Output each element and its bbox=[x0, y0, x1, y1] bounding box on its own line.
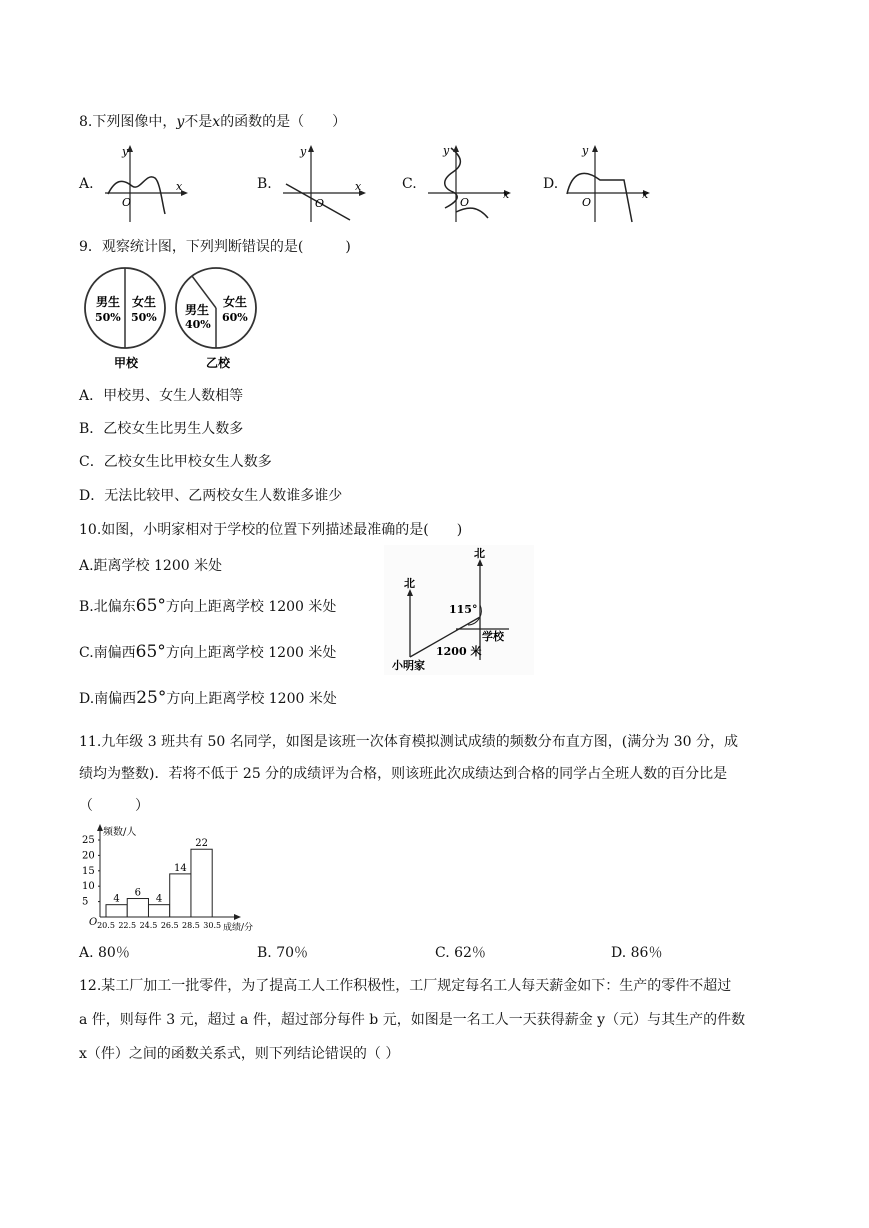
q11-y-tick-label: 10 bbox=[82, 881, 95, 893]
q11-bar-value-label: 22 bbox=[195, 838, 208, 850]
q10-north-left: 北 bbox=[404, 577, 415, 590]
q9-pie-b-right-label: 女生 bbox=[223, 295, 248, 309]
q10-angle-label: 115° bbox=[449, 603, 478, 616]
q10-option-a: A.距离学校 1200 米处 bbox=[79, 558, 223, 574]
q10-option-d-pre: D.南偏西 bbox=[79, 691, 137, 707]
q10-option-d-post: 方向上距离学校 1200 米处 bbox=[166, 691, 337, 707]
q11-bar-value-label: 6 bbox=[134, 887, 142, 899]
q12-line3: x（件）之间的函数关系式，则下列结论错误的（ ） bbox=[79, 1046, 400, 1062]
q11-y-tick-label: 20 bbox=[82, 850, 95, 862]
q11-y-tick-label: 5 bbox=[82, 896, 89, 908]
q8-graph-c-origin: O bbox=[460, 196, 470, 209]
q11-x-tick-label: 26.5 bbox=[160, 921, 179, 930]
q11-option-b: B. 70％ bbox=[257, 945, 309, 961]
q9-option-b: B．乙校女生比男生人数多 bbox=[79, 421, 244, 437]
q10-stem: 10.如图，小明家相对于学校的位置下列描述最准确的是( ) bbox=[79, 522, 463, 538]
q11-stem-line1: 11.九年级 3 班共有 50 名同学，如图是该班一次体育模拟测试成绩的频数分布直方图，(满分为 30 分，成 bbox=[79, 734, 738, 750]
q10-option-d bbox=[79, 688, 337, 709]
q10-north-right: 北 bbox=[474, 547, 485, 560]
q10-option-d-angle: 25° bbox=[136, 688, 167, 708]
q8-graph-a-y-label: y bbox=[122, 145, 129, 158]
q8-graph-a-origin: O bbox=[122, 196, 132, 209]
q11-bar bbox=[170, 874, 191, 917]
q11-histogram bbox=[78, 824, 268, 934]
q11-bar bbox=[148, 905, 169, 917]
q12-line1: 12.某工厂加工一批零件，为了提高工人工作积极性，工厂规定每名工人每天薪金如下：生产的零件不超过 bbox=[79, 978, 732, 994]
q8-option-d-label: D. bbox=[543, 176, 559, 192]
q9-pie-b-left-label: 男生 bbox=[185, 303, 210, 317]
q8-graph-d-origin: O bbox=[582, 196, 592, 209]
q10-option-b-angle: 65° bbox=[135, 596, 166, 616]
q8-graph-b-origin: O bbox=[315, 197, 325, 210]
q8-graph-c-x-label: x bbox=[503, 188, 510, 201]
q8-graph-c bbox=[423, 142, 518, 224]
q11-x-tick-label: 24.5 bbox=[139, 921, 158, 930]
q9-pie-a-right-label: 女生 bbox=[132, 295, 157, 309]
q12-line2: a 件，则每件 3 元，超过 a 件，超过部分每件 b 元，如图是一名工人一天获得薪金 y（元）与其生产的件数 bbox=[79, 1012, 746, 1028]
q8-graph-d-x-label: x bbox=[642, 188, 649, 201]
q8-stem-pre: 8.下列图像中， bbox=[79, 114, 177, 130]
q10-option-b bbox=[79, 596, 336, 617]
q10-option-b-pre: B.北偏东 bbox=[79, 599, 136, 615]
q11-option-d: D. 86％ bbox=[611, 945, 663, 961]
q11-bar bbox=[191, 849, 212, 917]
q9-stem: 9．观察统计图，下列判断错误的是( ) bbox=[79, 239, 351, 255]
q9-pie-b-right-pct: 60% bbox=[222, 311, 248, 324]
q8-graph-b bbox=[278, 142, 373, 224]
q11-bar bbox=[106, 905, 127, 917]
q10-distance-label: 1200 米 bbox=[436, 645, 482, 658]
q10-option-c-post: 方向上距离学校 1200 米处 bbox=[165, 645, 337, 661]
q9-pie-a-left-label: 男生 bbox=[96, 295, 121, 309]
q10-direction-figure bbox=[384, 545, 534, 675]
q8-graph-d bbox=[562, 142, 657, 224]
q11-bar bbox=[127, 899, 148, 917]
q11-x-tick-label: 22.5 bbox=[118, 921, 137, 930]
q11-y-axis-label: 频数/人 bbox=[103, 827, 137, 838]
q11-y-tick-label: 25 bbox=[82, 835, 95, 846]
q9-pie-charts bbox=[82, 266, 267, 376]
q9-pie-a-right-pct: 50% bbox=[131, 311, 157, 324]
q10-school-label: 学校 bbox=[482, 630, 504, 643]
q10-home-label: 小明家 bbox=[392, 659, 425, 672]
q9-pie-b-caption: 乙校 bbox=[206, 356, 231, 370]
q10-option-b-post: 方向上距离学校 1200 米处 bbox=[165, 599, 337, 615]
q8-graph-a-x-label: x bbox=[176, 180, 183, 193]
q8-graph-c-y-label: y bbox=[443, 144, 450, 157]
q8-graph-b-y-label: y bbox=[300, 145, 307, 158]
q8-stem-mid: 不是 bbox=[184, 114, 213, 130]
q11-x-axis-label: 成绩/分 bbox=[223, 923, 254, 933]
q8-stem bbox=[79, 112, 346, 132]
q11-bar-value-label: 4 bbox=[155, 893, 163, 905]
q11-stem-line2: 绩均为整数)．若将不低于 25 分的成绩评为合格，则该班此次成绩达到合格的同学占全班人数的百分比是 bbox=[79, 766, 728, 782]
q9-option-d: D．无法比较甲、乙两校女生人数谁多谁少 bbox=[79, 488, 343, 504]
q10-option-c-pre: C.南偏西 bbox=[79, 645, 136, 661]
q8-option-b-label: B. bbox=[257, 176, 272, 192]
q8-x-var: x bbox=[212, 114, 221, 130]
q11-origin: O bbox=[89, 917, 98, 928]
q8-graph-a bbox=[100, 142, 195, 224]
q8-stem-post: 的函数的是（ ） bbox=[220, 114, 347, 130]
q8-option-c-label: C. bbox=[402, 176, 417, 192]
q8-graph-b-x-label: x bbox=[355, 180, 362, 193]
q9-option-a: A．甲校男、女生人数相等 bbox=[79, 388, 244, 404]
q11-y-tick-label: 15 bbox=[82, 865, 95, 877]
q11-x-tick-label: 20.5 bbox=[97, 921, 115, 930]
q11-bar-value-label: 4 bbox=[113, 893, 120, 905]
q9-pie-b-left-pct: 40% bbox=[185, 318, 211, 331]
q11-option-a: A. 80％ bbox=[79, 945, 130, 961]
q9-pie-a-left-pct: 50% bbox=[95, 311, 121, 324]
q9-option-c: C．乙校女生比甲校女生人数多 bbox=[79, 454, 272, 470]
q10-option-c bbox=[79, 642, 336, 663]
q9-pie-a-caption: 甲校 bbox=[114, 356, 139, 370]
q11-option-c: C. 62％ bbox=[435, 945, 486, 961]
q8-graph-d-y-label: y bbox=[582, 144, 589, 157]
q11-x-tick-label: 28.5 bbox=[182, 921, 200, 930]
q11-bar-value-label: 14 bbox=[173, 862, 187, 874]
q11-stem-line3: （ ） bbox=[79, 798, 149, 814]
q8-y-var: y bbox=[176, 114, 185, 130]
q11-x-tick-label: 30.5 bbox=[203, 921, 222, 930]
q8-option-a-label: A. bbox=[79, 176, 94, 192]
q10-option-c-angle: 65° bbox=[135, 642, 166, 662]
